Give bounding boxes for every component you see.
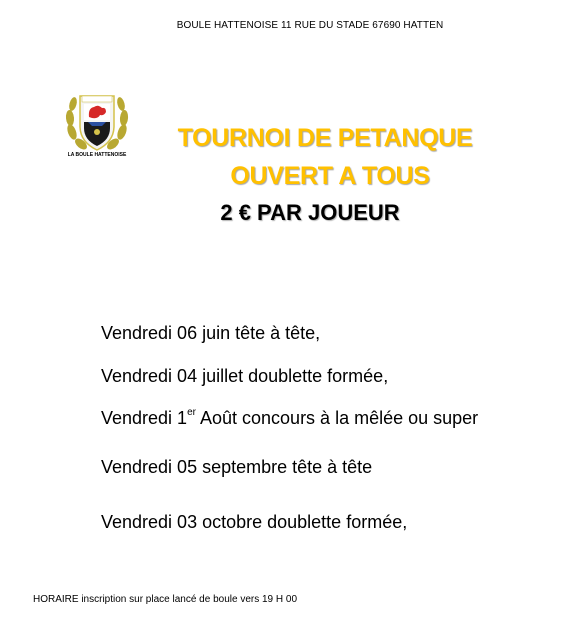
event-item	[101, 408, 478, 429]
event-item: Vendredi 04 juillet doublette formée,	[101, 366, 389, 386]
club-logo	[62, 82, 132, 160]
club-crest-icon	[62, 82, 132, 160]
event-item: Vendredi 05 septembre tête à tête	[101, 457, 373, 477]
header-address: BOULE HATTENOISE 11 RUE DU STADE 67690 HATTEN	[176, 20, 444, 31]
tournament-subtitle: OUVERT A TOUS	[230, 162, 430, 190]
event-text-start: Vendredi 1	[101, 408, 188, 428]
event-item: Vendredi 03 octobre doublette formée,	[101, 512, 408, 532]
schedule-footer: HORAIRE inscription sur place lancé de boule vers 19 H 00	[33, 594, 298, 605]
logo-caption: LA BOULE HATTENOISE	[67, 152, 127, 158]
price-text: 2 € PAR JOUEUR	[220, 200, 400, 225]
tournament-title: TOURNOI DE PETANQUE	[177, 124, 473, 152]
event-item: Vendredi 06 juin tête à tête,	[101, 323, 321, 343]
event-text-end: Août concours à la mêlée ou super	[195, 408, 479, 428]
ordinal-suffix: er	[187, 407, 196, 418]
